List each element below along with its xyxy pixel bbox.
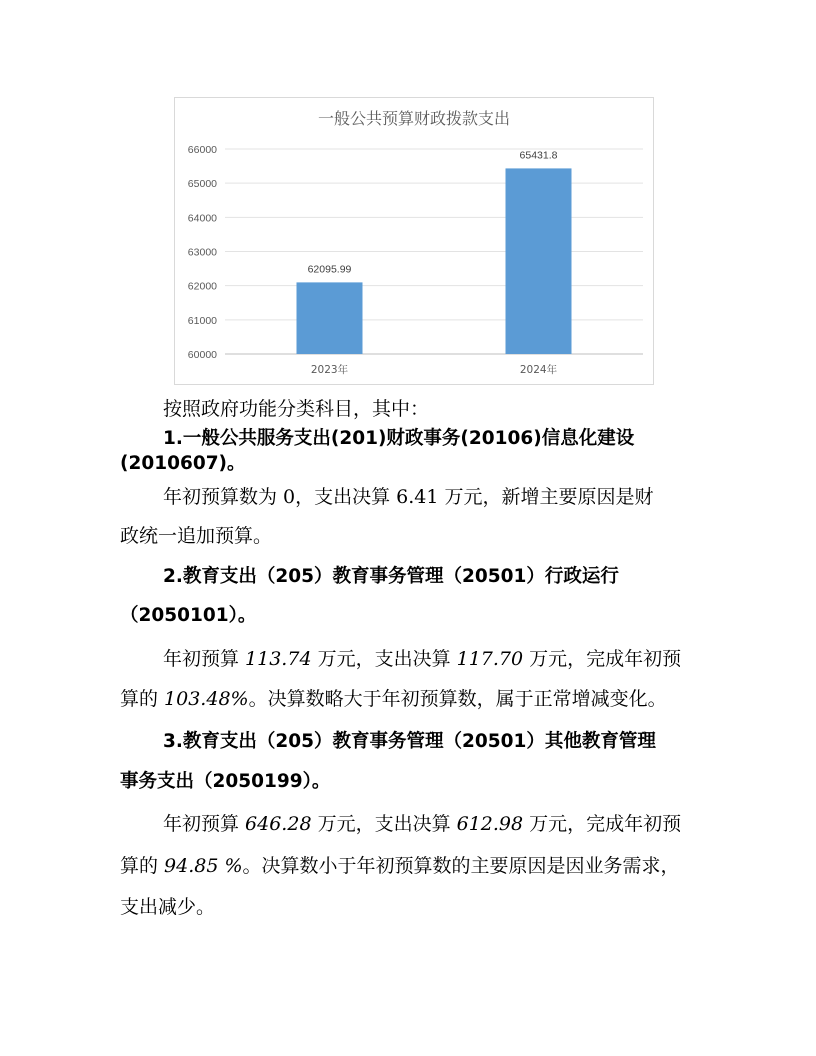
bars (297, 168, 572, 354)
section-1-body-line-2: 政统一追加预算。 (120, 525, 273, 547)
section-2-body-line-1 (163, 650, 681, 669)
data-label: 62095.99 (307, 263, 352, 276)
intro-text: 按照政府功能分类科目，其中： (163, 398, 430, 420)
x-axis-categories (311, 363, 558, 376)
expenditure-bar-chart (174, 97, 654, 385)
actual-value: 612.98 (456, 813, 524, 835)
section-1-title-line-1: 1.一般公共服务支出(201)财政事务(20106)信息化建设 (163, 428, 635, 449)
completion-rate: 103.48% (164, 688, 249, 710)
text-fragment: 万元，完成年初预 (523, 648, 682, 670)
section-2-title-line-1: 2.教育支出（205）教育事务管理（20501）行政运行 (163, 566, 619, 587)
text-fragment: 。决算数略大于年初预算数，属于正常增减变化。 (248, 688, 667, 710)
chart-canvas (175, 98, 653, 384)
budget-value: 113.74 (245, 648, 312, 670)
data-label: 65431.8 (519, 149, 558, 162)
section-3-title-line-2: 事务支出（2050199）。 (120, 771, 331, 792)
text-fragment: 年初预算 (163, 648, 246, 670)
bar-2 (506, 168, 572, 354)
y-tick-label: 64000 (187, 212, 217, 225)
text-fragment: 万元，支出决算 (311, 813, 457, 835)
text-fragment: 年初预算 (163, 813, 246, 835)
y-tick-label: 62000 (187, 280, 217, 293)
actual-value: 117.70 (456, 648, 524, 670)
text-fragment: 万元，完成年初预 (523, 813, 682, 835)
section-2-title-line-2: （2050101）。 (120, 605, 257, 626)
completion-rate: 94.85 % (164, 855, 243, 877)
grid-lines (225, 149, 643, 354)
text-fragment: 算的 (120, 855, 165, 877)
y-tick-label: 66000 (187, 144, 217, 156)
y-tick-label: 65000 (187, 178, 217, 191)
section-2-body-line-2 (120, 690, 667, 709)
budget-value: 646.28 (245, 813, 312, 835)
text-fragment: 算的 (120, 688, 165, 710)
chart-title: 一般公共预算财政拨款支出 (317, 109, 511, 128)
y-axis-ticks (188, 144, 217, 361)
y-tick-label: 63000 (187, 246, 217, 259)
section-1-title-line-2: (2010607)。 (120, 453, 246, 474)
bar-1 (297, 282, 363, 354)
section-3-title-line-1: 3.教育支出（205）教育事务管理（20501）其他教育管理 (163, 731, 656, 752)
section-3-body-line-2 (120, 857, 680, 876)
section-3-body-line-1 (163, 815, 681, 834)
text-fragment: 。决算数小于年初预算数的主要原因是因业务需求， (242, 855, 680, 877)
category-label: 2023年 (310, 364, 349, 376)
y-tick-label: 61000 (187, 314, 217, 327)
text-fragment: 万元，支出决算 (311, 648, 457, 670)
section-3-body-line-3: 支出减少。 (120, 896, 216, 918)
y-tick-label: 60000 (187, 349, 217, 361)
section-1-body-line-1: 年初预算数为 0，支出决算 6.41 万元，新增主要原因是财 (163, 486, 654, 508)
category-label: 2024年 (519, 364, 558, 376)
